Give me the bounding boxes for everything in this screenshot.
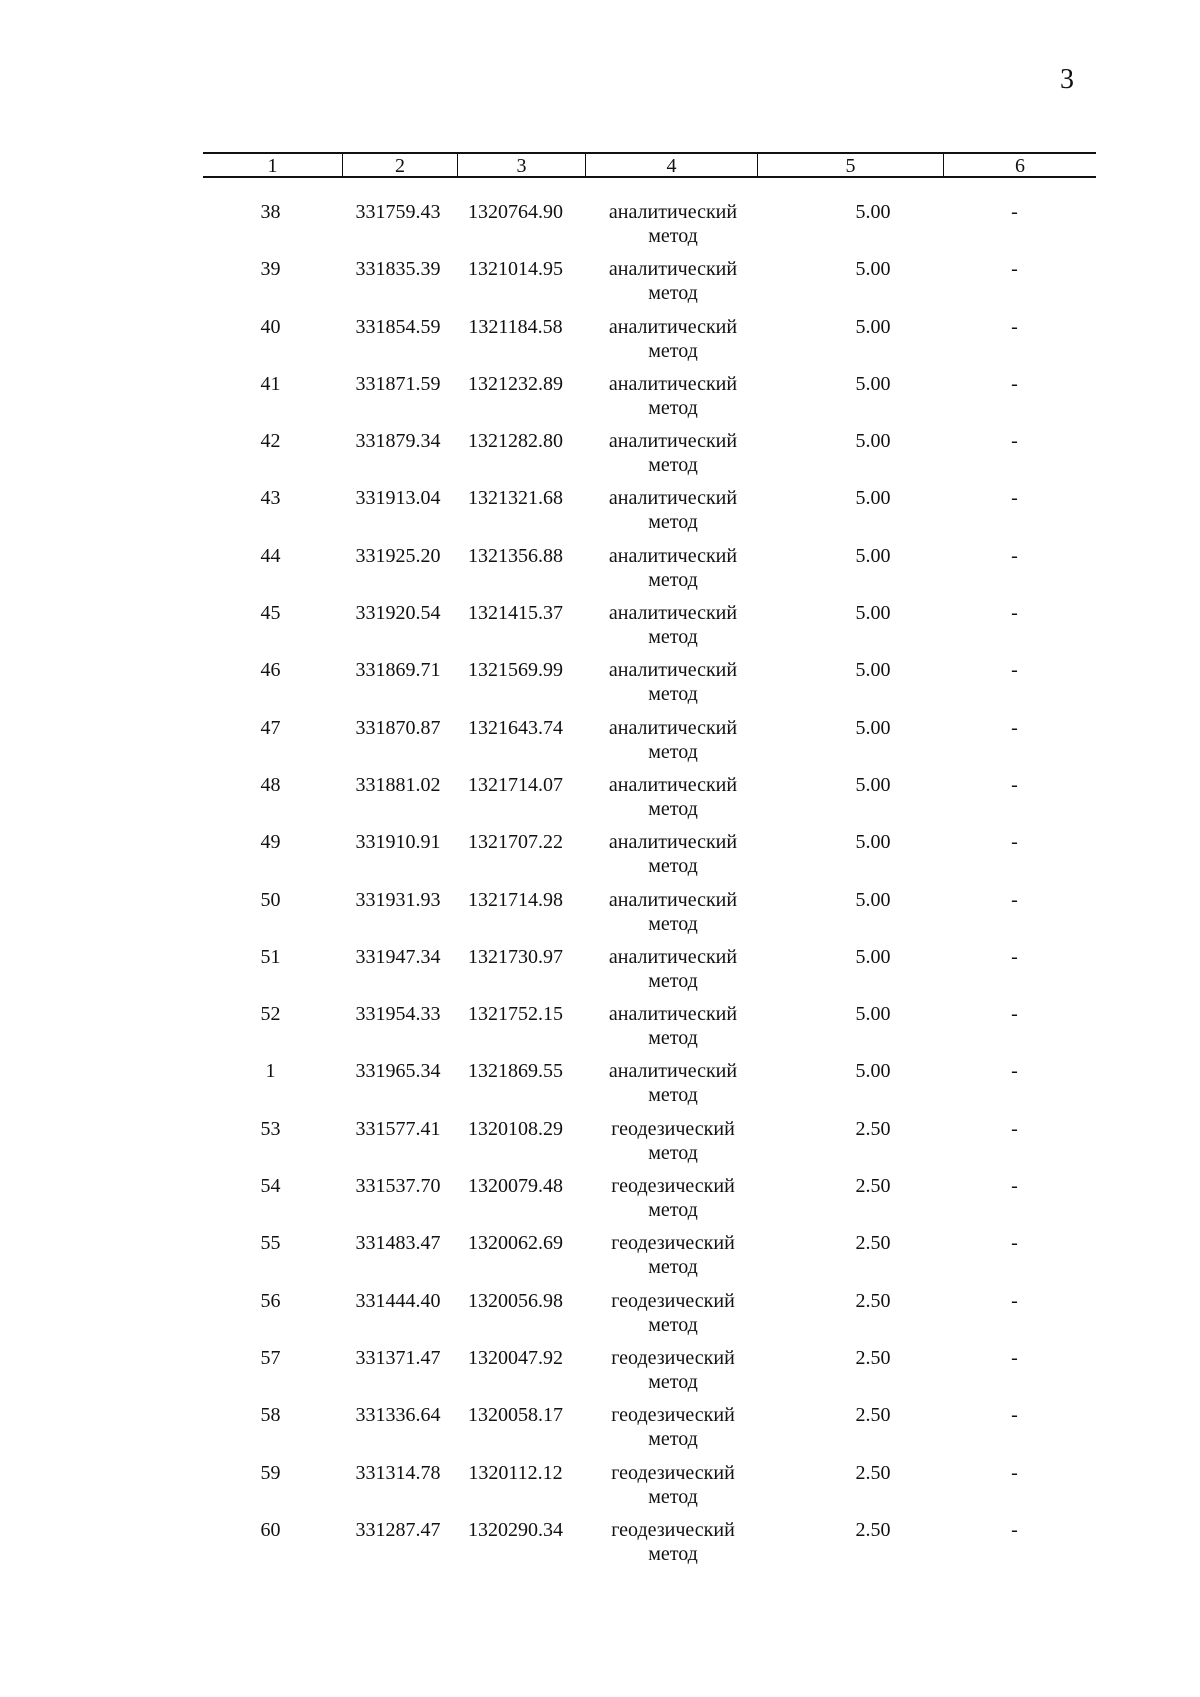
- method: [588, 257, 758, 305]
- coordinate-x: 331287.47: [355, 1518, 441, 1541]
- method: [588, 1289, 758, 1337]
- description: -: [1011, 773, 1018, 796]
- method-line-2: метод: [648, 1428, 698, 1451]
- precision: 5.00: [855, 945, 891, 968]
- method-line-1: аналитический: [608, 544, 738, 567]
- description: -: [1011, 1346, 1018, 1369]
- header-col-5: 5: [758, 154, 944, 176]
- header-col-2: 2: [343, 154, 458, 176]
- method: [588, 1346, 758, 1394]
- precision: 5.00: [855, 831, 891, 854]
- precision: 5.00: [855, 659, 891, 682]
- method-line-2: метод: [648, 1485, 698, 1508]
- coordinate-x: 331336.64: [355, 1404, 441, 1427]
- coordinate-y: 1321232.89: [468, 372, 563, 395]
- table-row: [203, 315, 1096, 372]
- description: -: [1011, 430, 1018, 453]
- description: -: [1011, 201, 1018, 223]
- method-line-1: аналитический: [608, 773, 738, 796]
- precision: 5.00: [855, 372, 891, 395]
- coordinate-y: 1320108.29: [468, 1117, 563, 1140]
- method: [588, 601, 758, 649]
- coordinate-y: 1321356.88: [468, 544, 563, 567]
- method-line-1: аналитический: [608, 716, 738, 739]
- table-row: [203, 601, 1096, 658]
- coordinate-x: 331879.34: [355, 430, 441, 453]
- method-line-2: метод: [648, 1141, 698, 1164]
- coordinate-x: 331854.59: [355, 315, 441, 338]
- coordinate-y: 1320764.90: [468, 201, 563, 223]
- description: -: [1011, 945, 1018, 968]
- method: [588, 945, 758, 993]
- table-row: [203, 1403, 1096, 1460]
- precision: 2.50: [855, 1117, 891, 1140]
- coordinate-x: 331965.34: [355, 1060, 441, 1083]
- table-row: [203, 257, 1096, 314]
- point-number: 50: [260, 888, 281, 911]
- table-row: [203, 1289, 1096, 1346]
- precision: 2.50: [855, 1461, 891, 1484]
- method-line-1: аналитический: [608, 315, 738, 338]
- method: [588, 1174, 758, 1222]
- method-line-1: аналитический: [608, 659, 738, 682]
- table-body: [203, 200, 1096, 1575]
- method: [588, 1461, 758, 1509]
- method-line-2: метод: [648, 740, 698, 763]
- point-number: 46: [260, 659, 281, 682]
- coordinate-x: 331869.71: [355, 659, 441, 682]
- method-line-1: геодезический: [611, 1117, 735, 1140]
- coordinate-y: 1320056.98: [468, 1289, 563, 1312]
- point-number: 40: [260, 315, 281, 338]
- method-line-2: метод: [648, 225, 698, 247]
- header-col-4: 4: [586, 154, 758, 176]
- description: -: [1011, 315, 1018, 338]
- description: -: [1011, 1175, 1018, 1198]
- method-line-2: метод: [648, 912, 698, 935]
- method-line-2: метод: [648, 396, 698, 419]
- coordinate-y: 1321014.95: [468, 258, 563, 281]
- description: -: [1011, 1060, 1018, 1083]
- description: -: [1011, 1289, 1018, 1312]
- method: [588, 1403, 758, 1451]
- description: -: [1011, 888, 1018, 911]
- coordinate-x: 331881.02: [355, 773, 441, 796]
- point-number: 1: [265, 1060, 276, 1083]
- coordinate-x: 331444.40: [355, 1289, 441, 1312]
- coordinate-y: 1320112.12: [468, 1461, 563, 1484]
- table-header: [203, 152, 1096, 178]
- method: [588, 429, 758, 477]
- method-line-1: аналитический: [608, 258, 738, 281]
- method-line-1: геодезический: [611, 1404, 735, 1427]
- table-row: [203, 888, 1096, 945]
- method-line-2: метод: [648, 683, 698, 706]
- point-number: 54: [260, 1175, 281, 1198]
- coordinate-y: 1321321.68: [468, 487, 563, 510]
- point-number: 52: [260, 1003, 281, 1026]
- table-row: [203, 200, 1096, 257]
- coordinate-x: 331537.70: [355, 1175, 441, 1198]
- table-row: [203, 1461, 1096, 1518]
- coordinate-y: 1321730.97: [468, 945, 563, 968]
- coordinate-x: 331870.87: [355, 716, 441, 739]
- table-row: [203, 372, 1096, 429]
- description: -: [1011, 258, 1018, 281]
- method-line-2: метод: [648, 969, 698, 992]
- coordinate-y: 1320079.48: [468, 1175, 563, 1198]
- method-line-2: метод: [648, 1027, 698, 1050]
- method: [588, 1059, 758, 1107]
- header-col-1: 1: [203, 154, 343, 176]
- description: -: [1011, 487, 1018, 510]
- description: -: [1011, 372, 1018, 395]
- precision: 5.00: [855, 544, 891, 567]
- coordinate-y: 1321184.58: [468, 315, 563, 338]
- coordinate-x: 331871.59: [355, 372, 441, 395]
- coordinate-y: 1321752.15: [468, 1003, 563, 1026]
- coordinate-x: 331759.43: [355, 201, 441, 223]
- method-line-1: геодезический: [611, 1175, 735, 1198]
- method-line-2: метод: [648, 1199, 698, 1222]
- method: [588, 1231, 758, 1279]
- point-number: 56: [260, 1289, 281, 1312]
- point-number: 58: [260, 1404, 281, 1427]
- point-number: 59: [260, 1461, 281, 1484]
- method-line-1: аналитический: [608, 430, 738, 453]
- method: [588, 486, 758, 534]
- description: -: [1011, 1003, 1018, 1026]
- table-row: [203, 945, 1096, 1002]
- method-line-1: геодезический: [611, 1289, 735, 1312]
- precision: 5.00: [855, 430, 891, 453]
- point-number: 47: [260, 716, 281, 739]
- method-line-1: аналитический: [608, 1060, 738, 1083]
- method-line-2: метод: [648, 797, 698, 820]
- precision: 2.50: [855, 1289, 891, 1312]
- coordinate-y: 1321714.98: [468, 888, 563, 911]
- coordinate-y: 1321415.37: [468, 602, 563, 625]
- method-line-1: аналитический: [608, 201, 738, 223]
- precision: 5.00: [855, 315, 891, 338]
- description: -: [1011, 716, 1018, 739]
- table-row: [203, 486, 1096, 543]
- table-row: [203, 1346, 1096, 1403]
- method: [588, 773, 758, 821]
- table-row: [203, 773, 1096, 830]
- method: [588, 544, 758, 592]
- point-number: 41: [260, 372, 281, 395]
- method: [588, 888, 758, 936]
- description: -: [1011, 544, 1018, 567]
- method-line-2: метод: [648, 1313, 698, 1336]
- table-row: [203, 1518, 1096, 1575]
- table-row: [203, 1117, 1096, 1174]
- method-line-1: аналитический: [608, 602, 738, 625]
- method: [588, 200, 758, 248]
- method-line-1: аналитический: [608, 831, 738, 854]
- method: [588, 372, 758, 420]
- method: [588, 1117, 758, 1165]
- method-line-1: аналитический: [608, 945, 738, 968]
- method: [588, 1002, 758, 1050]
- coordinate-x: 331910.91: [355, 831, 441, 854]
- table-row: [203, 544, 1096, 601]
- table-row: [203, 658, 1096, 715]
- coordinate-x: 331954.33: [355, 1003, 441, 1026]
- method-line-1: геодезический: [611, 1232, 735, 1255]
- precision: 2.50: [855, 1346, 891, 1369]
- method-line-1: аналитический: [608, 888, 738, 911]
- method-line-2: метод: [648, 626, 698, 649]
- method-line-1: аналитический: [608, 372, 738, 395]
- coordinate-x: 331371.47: [355, 1346, 441, 1369]
- header-col-3: 3: [458, 154, 586, 176]
- method-line-1: геодезический: [611, 1461, 735, 1484]
- table-row: [203, 1059, 1096, 1116]
- point-number: 48: [260, 773, 281, 796]
- coordinate-y: 1320290.34: [468, 1518, 563, 1541]
- table-row: [203, 1231, 1096, 1288]
- point-number: 45: [260, 602, 281, 625]
- coordinate-x: 331931.93: [355, 888, 441, 911]
- description: -: [1011, 1232, 1018, 1255]
- description: -: [1011, 602, 1018, 625]
- method-line-2: метод: [648, 1256, 698, 1279]
- coordinate-y: 1320058.17: [468, 1404, 563, 1427]
- description: -: [1011, 1518, 1018, 1541]
- point-number: 39: [260, 258, 281, 281]
- method-line-2: метод: [648, 1370, 698, 1393]
- precision: 2.50: [855, 1175, 891, 1198]
- table-row: [203, 830, 1096, 887]
- point-number: 55: [260, 1232, 281, 1255]
- precision: 5.00: [855, 1060, 891, 1083]
- point-number: 51: [260, 945, 281, 968]
- method-line-2: метод: [648, 454, 698, 477]
- coordinate-y: 1321282.80: [468, 430, 563, 453]
- coordinate-y: 1321643.74: [468, 716, 563, 739]
- coordinate-x: 331314.78: [355, 1461, 441, 1484]
- precision: 2.50: [855, 1518, 891, 1541]
- coordinate-x: 331835.39: [355, 258, 441, 281]
- precision: 5.00: [855, 1003, 891, 1026]
- description: -: [1011, 1117, 1018, 1140]
- page-number: 3: [1060, 64, 1074, 95]
- precision: 5.00: [855, 602, 891, 625]
- precision: 5.00: [855, 487, 891, 510]
- coordinate-y: 1320047.92: [468, 1346, 563, 1369]
- method-line-1: геодезический: [611, 1518, 735, 1541]
- method-line-1: геодезический: [611, 1346, 735, 1369]
- point-number: 53: [260, 1117, 281, 1140]
- precision: 5.00: [855, 201, 891, 223]
- table-row: [203, 1002, 1096, 1059]
- method-line-2: метод: [648, 1084, 698, 1107]
- coordinate-y: 1320062.69: [468, 1232, 563, 1255]
- table-row: [203, 429, 1096, 486]
- method: [588, 315, 758, 363]
- coordinate-y: 1321569.99: [468, 659, 563, 682]
- method-line-2: метод: [648, 511, 698, 534]
- coordinate-y: 1321869.55: [468, 1060, 563, 1083]
- point-number: 44: [260, 544, 281, 567]
- coordinate-x: 331577.41: [355, 1117, 441, 1140]
- method: [588, 830, 758, 878]
- method-line-2: метод: [648, 855, 698, 878]
- coordinate-x: 331925.20: [355, 544, 441, 567]
- coordinate-x: 331947.34: [355, 945, 441, 968]
- method: [588, 1518, 758, 1566]
- method-line-2: метод: [648, 282, 698, 305]
- precision: 2.50: [855, 1404, 891, 1427]
- coordinate-x: 331483.47: [355, 1232, 441, 1255]
- point-number: 60: [260, 1518, 281, 1541]
- precision: 5.00: [855, 258, 891, 281]
- method: [588, 658, 758, 706]
- point-number: 38: [260, 201, 281, 223]
- point-number: 57: [260, 1346, 281, 1369]
- precision: 5.00: [855, 888, 891, 911]
- method: [588, 716, 758, 764]
- point-number: 42: [260, 430, 281, 453]
- method-line-1: аналитический: [608, 1003, 738, 1026]
- point-number: 49: [260, 831, 281, 854]
- point-number: 43: [260, 487, 281, 510]
- table-row: [203, 1174, 1096, 1231]
- coordinate-x: 331913.04: [355, 487, 441, 510]
- precision: 5.00: [855, 773, 891, 796]
- description: -: [1011, 831, 1018, 854]
- coordinate-x: 331920.54: [355, 602, 441, 625]
- coordinate-y: 1321714.07: [468, 773, 563, 796]
- precision: 5.00: [855, 716, 891, 739]
- description: -: [1011, 659, 1018, 682]
- method-line-2: метод: [648, 1542, 698, 1565]
- description: -: [1011, 1404, 1018, 1427]
- method-line-2: метод: [648, 568, 698, 591]
- description: -: [1011, 1461, 1018, 1484]
- method-line-2: метод: [648, 339, 698, 362]
- precision: 2.50: [855, 1232, 891, 1255]
- coordinate-y: 1321707.22: [468, 831, 563, 854]
- method-line-1: аналитический: [608, 487, 738, 510]
- table-row: [203, 716, 1096, 773]
- header-col-6: 6: [1015, 155, 1025, 177]
